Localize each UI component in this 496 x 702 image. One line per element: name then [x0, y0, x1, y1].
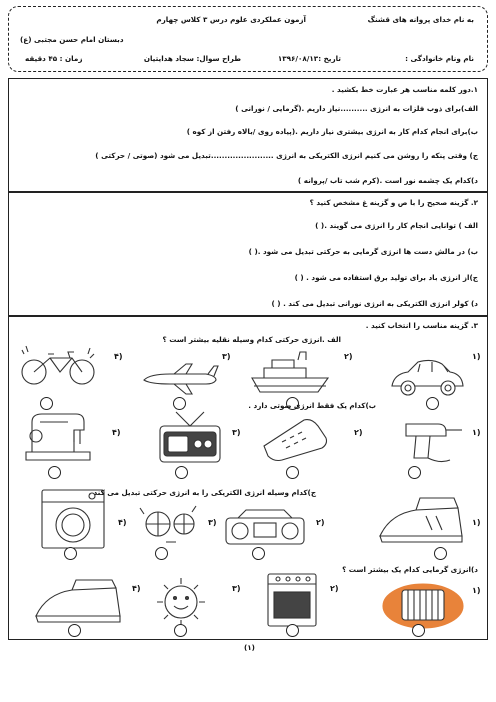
question-designer: طراح سوال: سجاد هدایتیان: [143, 54, 241, 63]
answer-circle-2[interactable]: [286, 466, 299, 479]
page-number: (۱): [244, 643, 255, 652]
option-label: ۱): [472, 518, 481, 527]
exam-title: آزمون عملکردی علوم درس ۳ کلاس چهارم: [156, 15, 306, 24]
answer-circle-4[interactable]: [64, 547, 77, 560]
q2-item-a: الف ) توانایی انجام کار را انرژی می گویند .( ): [315, 221, 478, 230]
answer-circle-1[interactable]: [426, 397, 439, 410]
option-label: ۴): [114, 352, 123, 361]
option-label: ۴): [132, 584, 141, 593]
option-label: ۳): [222, 352, 231, 361]
q1-item-c: ج) وقتی پنکه را روشن می کنیم انرژی الکتریکی به انرژی .......................تبدیل می شود (صوتی / حرکتی ): [95, 151, 478, 160]
answer-circle-4[interactable]: [48, 466, 61, 479]
ship-image: [250, 350, 330, 396]
option-label: ۴): [112, 428, 121, 437]
exam-time: زمان : ۴۵ دقیقه: [25, 54, 83, 63]
answer-circle-1[interactable]: [412, 624, 425, 637]
q1-item-d: د)کدام یک چشمه نور است .(کرم شب تاب /پروانه ): [297, 176, 478, 185]
radio-image: [156, 410, 224, 468]
q2-item-b: ب) در مالش دست ها انرژی گرمایی به حرکتی تبدیل می شود .( ): [248, 247, 478, 256]
q1-title: ۱.دور کلمه مناسب هر عبارت خط بکشید .: [331, 85, 478, 94]
answer-circle-3[interactable]: [173, 397, 186, 410]
q2-item-d: د) کولر انرژی الکتریکی به انرژی نورانی تبدیل می کند . ( ): [271, 299, 478, 308]
washing-machine-image: [38, 488, 108, 550]
car-image: [388, 356, 466, 400]
q3-title: ۳. گزینه مناسب را انتخاب کنید .: [365, 321, 478, 330]
option-label: ۲): [354, 428, 363, 437]
bicycle-image: [18, 344, 98, 388]
answer-circle-1[interactable]: [408, 466, 421, 479]
sewing-machine-image: [20, 408, 96, 468]
answer-circle-2[interactable]: [286, 624, 299, 637]
option-label: ۲): [330, 584, 339, 593]
answer-circle-3[interactable]: [174, 624, 187, 637]
answer-circle-1[interactable]: [434, 547, 447, 560]
q2-item-c: ج)از انرژی باد برای تولید برق استفاده می شود . ( ): [294, 273, 478, 282]
phone-image: [256, 416, 332, 462]
answer-circle-3[interactable]: [155, 547, 168, 560]
student-name-label: نام ونام خانوادگی :: [405, 54, 474, 63]
option-label: ۱): [472, 352, 481, 361]
airplane-image: [140, 362, 220, 396]
drill-image: [400, 414, 466, 466]
option-label: ۱): [472, 428, 481, 437]
q2-title: ۲. گزینه صحیح را با ص و گزینه غ مشخص کنید ؟: [309, 198, 478, 207]
option-label: ۳): [232, 428, 241, 437]
option-label: ۱): [472, 586, 481, 595]
option-label: ۳): [232, 584, 241, 593]
stove-image: [262, 572, 322, 628]
iron-image-2: [32, 578, 124, 628]
answer-circle-2[interactable]: [252, 547, 265, 560]
option-label: ۴): [118, 518, 127, 527]
fan-image: [136, 504, 200, 546]
bismillah: به نام خدای پروانه های قشنگ: [367, 15, 474, 24]
q3-part-d: د)انرژی گرمایی کدام یک بیشتر است ؟: [342, 565, 478, 574]
school-name: دبستان امام حسن مجتبی (ع): [20, 35, 124, 44]
q3-part-c: ج)کدام وسیله انرژی الکتریکی را به انرژی حرکتی تبدیل می کند .: [88, 488, 316, 497]
option-label: ۲): [344, 352, 353, 361]
iron-image: [376, 496, 466, 548]
answer-circle-3[interactable]: [175, 466, 188, 479]
answer-circle-4[interactable]: [68, 624, 81, 637]
q3-part-b: ب)کدام یک فقط انرژی صوتی دارد .: [248, 401, 376, 410]
option-label: ۲): [316, 518, 325, 527]
exam-date: تاریخ :۱۳۹۶/۰۸/۱۳: [277, 54, 341, 63]
q1-item-b: ب)برای انجام کدام کار به انرژی بیشتری نیاز داریم .(پیاده روی /بالاه رفتن از کوه ): [186, 127, 478, 136]
heater-image: [380, 580, 466, 630]
q1-item-a: الف)برای ذوب فلزات به انرژی ..........نیاز داریم .(گرمایی / نورانی ): [235, 104, 478, 113]
q3-part-a: الف .انرژی حرکتی کدام وسیله نقلیه بیشتر است ؟: [162, 335, 341, 344]
sun-image: [150, 574, 212, 630]
option-label: ۳): [208, 518, 217, 527]
cassette-player-image: [222, 508, 308, 548]
